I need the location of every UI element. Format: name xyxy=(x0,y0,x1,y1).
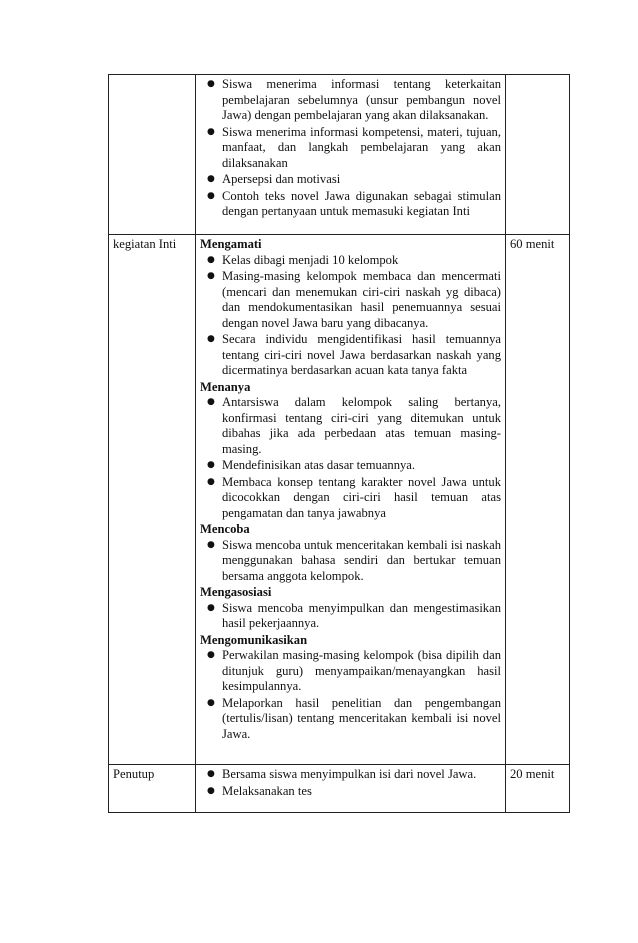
list-item xyxy=(200,125,501,172)
bullet-icon: ● xyxy=(207,271,215,281)
list-item-text: Siswa mencoba menyimpulkan dan mengestimasikan hasil pekerjaannya. xyxy=(222,600,501,630)
description-cell xyxy=(196,235,506,765)
bullet-list xyxy=(200,767,501,799)
list-item-text: Siswa mencoba untuk menceritakan kembali isi naskah menggunakan bahasa sendiri dan bertukar temuan bersama anggota kelompok. xyxy=(222,537,501,583)
activity-cell xyxy=(109,235,196,765)
bullet-icon: ● xyxy=(207,460,215,470)
activity-label: Penutup xyxy=(113,767,155,781)
activity-label: kegiatan Inti xyxy=(113,237,177,251)
bullet-list xyxy=(200,538,501,585)
section-heading: Mengomunikasikan xyxy=(200,632,308,647)
list-item xyxy=(200,172,501,188)
list-item-text: Antarsiswa dalam kelompok saling bertanya, konfirmasi tentang ciri-ciri yang ditemukan untuk dibahas jika ada perbedaan atas temuan masing-masing. xyxy=(222,395,501,456)
table-row-3 xyxy=(109,765,570,813)
list-item xyxy=(200,253,501,269)
list-item xyxy=(200,538,501,585)
list-item xyxy=(200,767,501,783)
list-item-text: Bersama siswa menyimpulkan isi dari novel Jawa. xyxy=(222,767,477,781)
list-item xyxy=(200,332,501,379)
list-item-text: Contoh teks novel Jawa digunakan sebagai stimulan dengan pertanyaan untuk memasuki kegiatan Inti xyxy=(222,188,501,218)
duration-label: 20 menit xyxy=(510,767,555,781)
bullet-icon: ● xyxy=(207,602,215,613)
duration-cell xyxy=(506,235,570,765)
list-item xyxy=(200,696,501,743)
bullet-icon: ● xyxy=(207,650,215,660)
bullet-icon: ● xyxy=(207,190,215,201)
list-item xyxy=(200,784,501,800)
activity-cell xyxy=(109,765,196,813)
activity-cell xyxy=(109,75,196,235)
bullet-list xyxy=(200,77,501,220)
table-body xyxy=(109,75,570,813)
list-item xyxy=(200,395,501,457)
bullet-list xyxy=(200,601,501,632)
bullet-icon: ● xyxy=(207,334,215,344)
duration-cell xyxy=(506,765,570,813)
list-item xyxy=(200,648,501,695)
list-item-text: Siswa menerima informasi kompetensi, materi, tujuan, manfaat, dan langkah pembelajaran yang akan dilaksanakan xyxy=(222,124,501,170)
table-row-1 xyxy=(109,75,570,235)
bullet-icon: ● xyxy=(207,769,215,779)
bullet-icon: ● xyxy=(207,126,215,137)
table-row-2 xyxy=(109,235,570,765)
list-item-text: Kelas dibagi menjadi 10 kelompok xyxy=(222,252,399,267)
list-item xyxy=(200,601,501,632)
bullet-icon: ● xyxy=(207,539,215,550)
section-heading: Mengasosiasi xyxy=(200,585,272,599)
bullet-icon: ● xyxy=(207,397,215,407)
list-item-text: Apersepsi dan motivasi xyxy=(222,172,341,186)
list-item xyxy=(200,458,501,474)
bullet-list xyxy=(200,648,501,742)
list-item-text: Perwakilan masing-masing kelompok (bisa dipilih dan ditunjuk guru) menyampaikan/menayangkan hasil kesimpulannya. xyxy=(222,648,501,693)
lesson-activity-table xyxy=(108,74,570,813)
bullet-list xyxy=(200,395,501,521)
list-item-text: Membaca konsep tentang karakter novel Jawa untuk dicocokkan dengan ciri-ciri hasil temuan atas pengamatan dan tanya jawabnya xyxy=(222,474,501,520)
list-item-text: Melaksanakan tes xyxy=(222,783,312,798)
bullet-icon: ● xyxy=(207,79,215,89)
list-item-text: Secara individu mengidentifikasi hasil temuannya tentang ciri-ciri novel Jawa berdasarkan naskah yang dicermatinya berdasarkan acuan kata tanya fakta xyxy=(222,332,501,377)
section-heading: Menanya xyxy=(200,379,251,394)
bullet-icon: ● xyxy=(207,697,215,708)
list-item-text: Melaporkan hasil penelitian dan pengembangan (tertulis/lisan) tentang menceritakan kembali isi novel Jawa. xyxy=(222,695,501,741)
list-item xyxy=(200,269,501,331)
list-item-text: Siswa menerima informasi tentang keterkaitan pembelajaran sebelumnya (unsur pembangun novel Jawa) dengan pembelajaran yang akan dilaksanakan. xyxy=(222,77,501,122)
bullet-icon: ● xyxy=(207,254,215,265)
bullet-list xyxy=(200,253,501,379)
duration-cell xyxy=(506,75,570,235)
bullet-icon: ● xyxy=(207,785,215,796)
list-item xyxy=(200,189,501,220)
list-item-text: Mendefinisikan atas dasar temuannya. xyxy=(222,458,416,472)
list-item-text: Masing-masing kelompok membaca dan mencermati (mencari dan menemukan ciri-ciri naskah yg dibaca) dan mendokumentasikan hasil penemuannya sesuai dengan novel Jawa baru yang dibacanya. xyxy=(222,269,501,330)
section-heading: Mencoba xyxy=(200,522,250,536)
duration-label: 60 menit xyxy=(510,237,555,251)
bullet-icon: ● xyxy=(207,174,215,184)
section-heading: Mengamati xyxy=(200,237,262,251)
description-cell xyxy=(196,75,506,235)
list-item xyxy=(200,475,501,522)
description-cell xyxy=(196,765,506,813)
list-item xyxy=(200,77,501,124)
bullet-icon: ● xyxy=(207,476,215,487)
